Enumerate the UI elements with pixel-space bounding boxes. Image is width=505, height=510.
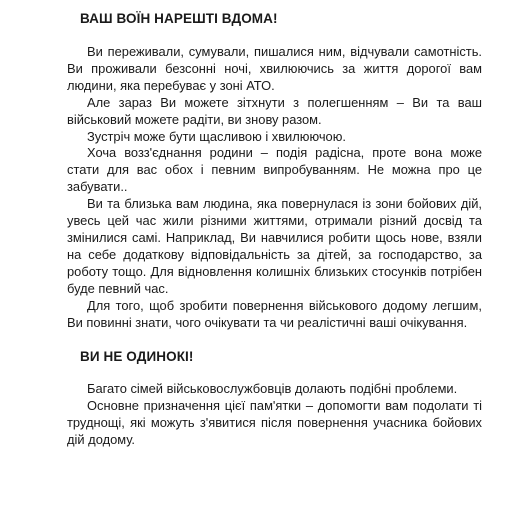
paragraph: Ви та близька вам людина, яка повернулася із зони бойових дій, увесь цей час жили різними життями, отримали різний досвід та змінилися самі. Наприклад, Ви навчилися робити щось нове, взяли на себе додаткову відповідальність за дітей, за господарство, за роботу тощо. Для відновлення колишніх близьких стосунків потрібен буде певний час. (67, 196, 482, 296)
paragraph: Але зараз Ви можете зітхнути з полегшенням – Ви та ваш військовий можете радіти, ви знову разом. (67, 94, 482, 127)
section-heading-welcome-home: ВАШ ВОЇН НАРЕШТІ ВДОМА! (80, 11, 278, 26)
paragraph: Для того, щоб зробити повернення військового додому легшим, Ви повинні знати, чого очікувати та чи реалістичні ваші очікування. (67, 297, 482, 330)
paragraph: Зустріч може бути щасливою і хвилюючою. (87, 128, 346, 144)
section-heading-not-alone: ВИ НЕ ОДИНОКІ! (80, 349, 194, 365)
paragraph: Основне призначення цієї пам'ятки – допомогти вам подолати ті труднощі, які можуть з'явитися після повернення учасника бойових дій додому. (67, 398, 482, 448)
paragraph: Хоча возз'єднання родини – подія радісна, проте вона може стати для вас обох і певним випробуванням. Не можна про це забувати.. (67, 145, 482, 195)
paragraph: Багато сімей військовослужбовців долають подібні проблеми. (87, 381, 458, 397)
document-body (67, 10, 482, 449)
paragraph: Ви переживали, сумували, пишалися ним, відчували самотність. Ви проживали безсонні ночі, хвилюючись за життя дорогої вам людини, яка перебуває у зоні АТО. (67, 44, 482, 93)
